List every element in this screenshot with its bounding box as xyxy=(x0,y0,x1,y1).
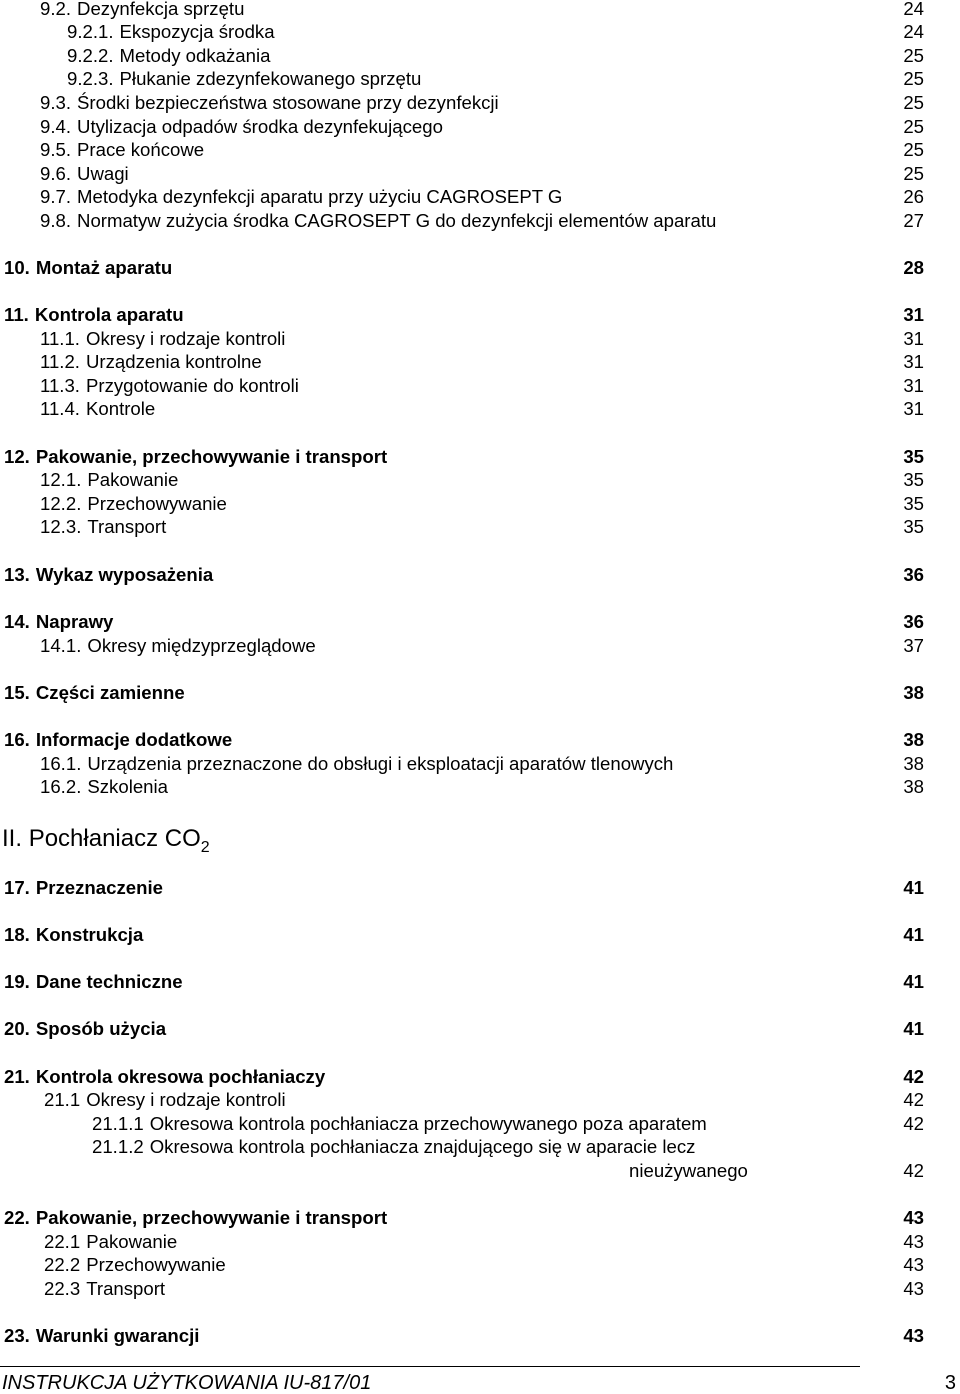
toc-entry xyxy=(4,923,143,947)
toc-entry-page: 42 xyxy=(903,1160,924,1181)
toc-entry-page: 27 xyxy=(903,210,924,231)
toc-entry-page: 43 xyxy=(903,1325,924,1346)
toc-entry-page: 35 xyxy=(903,516,924,537)
toc-entry-number: 21. xyxy=(4,1066,30,1087)
toc-entry-page: 43 xyxy=(903,1278,924,1299)
toc-entry-title: Płukanie zdezynfekowanego sprzętu xyxy=(119,68,422,89)
toc-entry-page: 38 xyxy=(903,682,924,703)
toc-entry xyxy=(40,397,155,421)
toc-entry-title: Przechowywanie xyxy=(86,1254,226,1275)
toc-entry xyxy=(4,681,185,705)
toc-entry-number: 20. xyxy=(4,1018,30,1039)
toc-entry xyxy=(40,492,227,516)
toc-entry xyxy=(40,91,499,115)
toc-entry-number: 22.2 xyxy=(44,1254,81,1275)
toc-entry xyxy=(40,0,244,21)
toc-entry-title-continuation: nieużywanego xyxy=(629,1160,748,1181)
toc-entry xyxy=(40,209,716,233)
toc-entry xyxy=(4,1065,325,1089)
toc-entry-title: Uwagi xyxy=(77,163,129,184)
toc-entry-page: 41 xyxy=(903,1018,924,1039)
section-roman-numeral: II. xyxy=(2,825,23,852)
toc-entry-title: Okresowa kontrola pochłaniacza przechowywanego poza aparatem xyxy=(149,1113,707,1134)
toc-entry-page: 36 xyxy=(903,564,924,585)
toc-entry-title: Prace końcowe xyxy=(77,139,205,160)
toc-entry-title: Kontrole xyxy=(85,398,156,419)
toc-entry-number: 11.4. xyxy=(40,398,80,419)
toc-entry-number: 15. xyxy=(4,682,30,703)
toc-entry-title: Naprawy xyxy=(35,611,114,632)
toc-entry xyxy=(40,752,673,776)
toc-entry xyxy=(92,1112,707,1136)
toc-entry-title: Utylizacja odpadów środka dezynfekującego xyxy=(77,116,443,137)
toc-entry-page: 42 xyxy=(903,1089,924,1110)
toc-entry-title: Okresy międzyprzeglądowe xyxy=(87,635,316,656)
toc-entry-title: Sposób użycia xyxy=(35,1018,167,1039)
footer-document-title: INSTRUKCJA UŻYTKOWANIA IU-817/01 xyxy=(2,1372,372,1394)
toc-entry xyxy=(40,374,299,398)
toc-entry-number: 23. xyxy=(4,1325,30,1346)
toc-entry-page: 31 xyxy=(903,328,924,349)
toc-entry xyxy=(67,44,270,68)
toc-entry xyxy=(40,115,443,139)
toc-entry-number: 9.2. xyxy=(40,0,72,19)
toc-entry-number: 16. xyxy=(4,729,30,750)
toc-entry-title: Przygotowanie do kontroli xyxy=(85,375,299,396)
toc-entry-title: Ekspozycja środka xyxy=(119,21,275,42)
toc-entry xyxy=(4,303,184,327)
toc-entry-title: Transport xyxy=(87,516,167,537)
toc-entry-title: Urządzenia przeznaczone do obsługi i eksploatacji aparatów tlenowych xyxy=(87,753,674,774)
toc-entry-page: 37 xyxy=(903,635,924,656)
toc-entry-number: 21.1 xyxy=(44,1089,81,1110)
toc-entry-number: 9.3. xyxy=(40,92,72,113)
toc-entry-page: 24 xyxy=(903,21,924,42)
toc-entry-number: 11.1. xyxy=(40,328,80,349)
toc-entry-number: 11.2. xyxy=(40,351,80,372)
toc-entry-page: 42 xyxy=(903,1066,924,1087)
toc-entry xyxy=(67,20,275,44)
toc-entry-title: Przeznaczenie xyxy=(35,877,163,898)
toc-entry-page: 31 xyxy=(903,375,924,396)
toc-entry-number: 9.2.1. xyxy=(67,21,114,42)
toc-entry xyxy=(4,728,232,752)
toc-entry-number: 22.1 xyxy=(44,1231,81,1252)
toc-entry-title: Metodyka dezynfekcji aparatu przy użyciu CAGROSEPT G xyxy=(77,186,563,207)
toc-entry-number: 9.2.2. xyxy=(67,45,114,66)
toc-entry-page: 25 xyxy=(903,139,924,160)
toc-entry-page: 42 xyxy=(903,1113,924,1134)
toc-entry-number: 21.1.2 xyxy=(92,1136,144,1157)
toc-entry-number: 9.8. xyxy=(40,210,72,231)
toc-entry-number: 11. xyxy=(4,304,29,325)
toc-entry-title: Przechowywanie xyxy=(87,493,227,514)
toc-entry xyxy=(44,1277,165,1301)
toc-entry xyxy=(44,1088,286,1112)
toc-entry-title: Konstrukcja xyxy=(35,924,144,945)
toc-entry-number: 9.7. xyxy=(40,186,72,207)
toc-entry-number: 18. xyxy=(4,924,30,945)
toc-entry-page: 41 xyxy=(903,877,924,898)
toc-entry-title: Urządzenia kontrolne xyxy=(85,351,262,372)
toc-entry-page: 35 xyxy=(903,446,924,467)
toc-entry-page: 31 xyxy=(903,351,924,372)
toc-entry xyxy=(4,610,113,634)
toc-entry-page: 25 xyxy=(903,116,924,137)
toc-entry xyxy=(4,970,183,994)
toc-entry xyxy=(40,350,262,374)
toc-entry-number: 10. xyxy=(4,257,30,278)
toc-entry-title: Metody odkażania xyxy=(119,45,271,66)
toc-entry-number: 9.2.3. xyxy=(67,68,114,89)
toc-entry xyxy=(40,185,562,209)
toc-entry-page: 43 xyxy=(903,1254,924,1275)
toc-entry-title: Normatyw zużycia środka CAGROSEPT G do dezynfekcji elementów aparatu xyxy=(77,210,717,231)
toc-entry-number: 22.3 xyxy=(44,1278,81,1299)
toc-entry-title: Pakowanie xyxy=(86,1231,178,1252)
toc-entry-page: 38 xyxy=(903,776,924,797)
toc-entry-title: Warunki gwarancji xyxy=(35,1325,200,1346)
toc-entry-title: Transport xyxy=(86,1278,166,1299)
toc-entry xyxy=(4,1206,387,1230)
toc-entry-number: 14.1. xyxy=(40,635,82,656)
toc-entry xyxy=(4,256,172,280)
toc-entry xyxy=(40,138,204,162)
toc-entry-title: Części zamienne xyxy=(35,682,185,703)
toc-entry-page: 25 xyxy=(903,68,924,89)
toc-entry-page: 25 xyxy=(903,163,924,184)
toc-entry-number: 12.1. xyxy=(40,469,82,490)
toc-entry-number: 12.3. xyxy=(40,516,82,537)
toc-entry-title: Środki bezpieczeństwa stosowane przy dezynfekcji xyxy=(77,92,499,113)
footer-divider xyxy=(0,1366,860,1367)
toc-entry-number: 14. xyxy=(4,611,30,632)
toc-entry-number: 19. xyxy=(4,971,30,992)
toc-entry xyxy=(40,515,166,539)
section-heading xyxy=(0,822,210,856)
toc-entry xyxy=(4,876,163,900)
toc-entry xyxy=(4,1324,199,1348)
toc-entry-number: 12.2. xyxy=(40,493,82,514)
toc-entry-title: Pakowanie xyxy=(87,469,179,490)
toc-entry-page: 41 xyxy=(903,924,924,945)
toc-entry-page: 35 xyxy=(903,469,924,490)
toc-entry-title: Dezynfekcja sprzętu xyxy=(77,0,245,19)
toc-entry xyxy=(40,634,316,658)
toc-entry-title: Kontrola aparatu xyxy=(34,304,184,325)
toc-entry-page: 25 xyxy=(903,92,924,113)
toc-entry-title: Informacje dodatkowe xyxy=(35,729,233,750)
toc-entry-number: 16.1. xyxy=(40,753,82,774)
toc-entry-number: 13. xyxy=(4,564,30,585)
toc-entry xyxy=(40,775,168,799)
toc-entry-page: 38 xyxy=(903,729,924,750)
toc-entry-page: 28 xyxy=(903,257,924,278)
toc-entry xyxy=(44,1230,177,1254)
toc-entry-title: Wykaz wyposażenia xyxy=(35,564,214,585)
toc-entry xyxy=(92,1135,695,1159)
toc-entry xyxy=(4,563,213,587)
toc-entry-title: Pakowanie, przechowywanie i transport xyxy=(35,1207,388,1228)
toc-entry-title: Dane techniczne xyxy=(35,971,183,992)
footer-page-number: 3 xyxy=(944,1372,956,1394)
toc-entry-number: 16.2. xyxy=(40,776,82,797)
toc-entry-page: 24 xyxy=(903,0,924,19)
toc-entry-title: Szkolenia xyxy=(87,776,168,797)
toc-entry-page: 43 xyxy=(903,1231,924,1252)
toc-entry-number: 22. xyxy=(4,1207,30,1228)
toc-entry-page: 36 xyxy=(903,611,924,632)
toc-entry-number: 21.1.1 xyxy=(92,1113,144,1134)
toc-entry xyxy=(4,1017,166,1041)
toc-entry-number: 9.5. xyxy=(40,139,72,160)
toc-entry-number: 9.6. xyxy=(40,163,72,184)
toc-entry-number: 12. xyxy=(4,446,30,467)
toc-entry-title: Okresy i rodzaje kontroli xyxy=(85,328,286,349)
section-title-text: Pochłaniacz CO xyxy=(28,825,201,852)
toc-entry xyxy=(44,1253,226,1277)
toc-entry-page: 26 xyxy=(903,186,924,207)
toc-entry-page: 35 xyxy=(903,493,924,514)
toc-entry xyxy=(4,445,387,469)
toc-entry xyxy=(40,327,285,351)
toc-entry xyxy=(40,468,178,492)
toc-entry xyxy=(67,67,421,91)
toc-entry-number: 11.3. xyxy=(40,375,80,396)
section-title-subscript: 2 xyxy=(200,839,210,856)
toc-entry-number: 9.4. xyxy=(40,116,72,137)
toc-entry-title: Okresowa kontrola pochłaniacza znajdującego się w aparacie lecz xyxy=(149,1136,696,1157)
toc-entry-title: Pakowanie, przechowywanie i transport xyxy=(35,446,388,467)
toc-entry-title: Kontrola okresowa pochłaniaczy xyxy=(35,1066,326,1087)
toc-entry-page: 41 xyxy=(903,971,924,992)
toc-entry-title: Okresy i rodzaje kontroli xyxy=(86,1089,286,1110)
toc-entry-page: 31 xyxy=(903,398,924,419)
toc-entry-title: Montaż aparatu xyxy=(35,257,173,278)
toc-entry-number: 17. xyxy=(4,877,30,898)
toc-entry-page: 25 xyxy=(903,45,924,66)
toc-entry-page: 31 xyxy=(903,304,924,325)
toc-entry-page: 38 xyxy=(903,753,924,774)
toc-entry xyxy=(40,162,129,186)
toc-entry-page: 43 xyxy=(903,1207,924,1228)
